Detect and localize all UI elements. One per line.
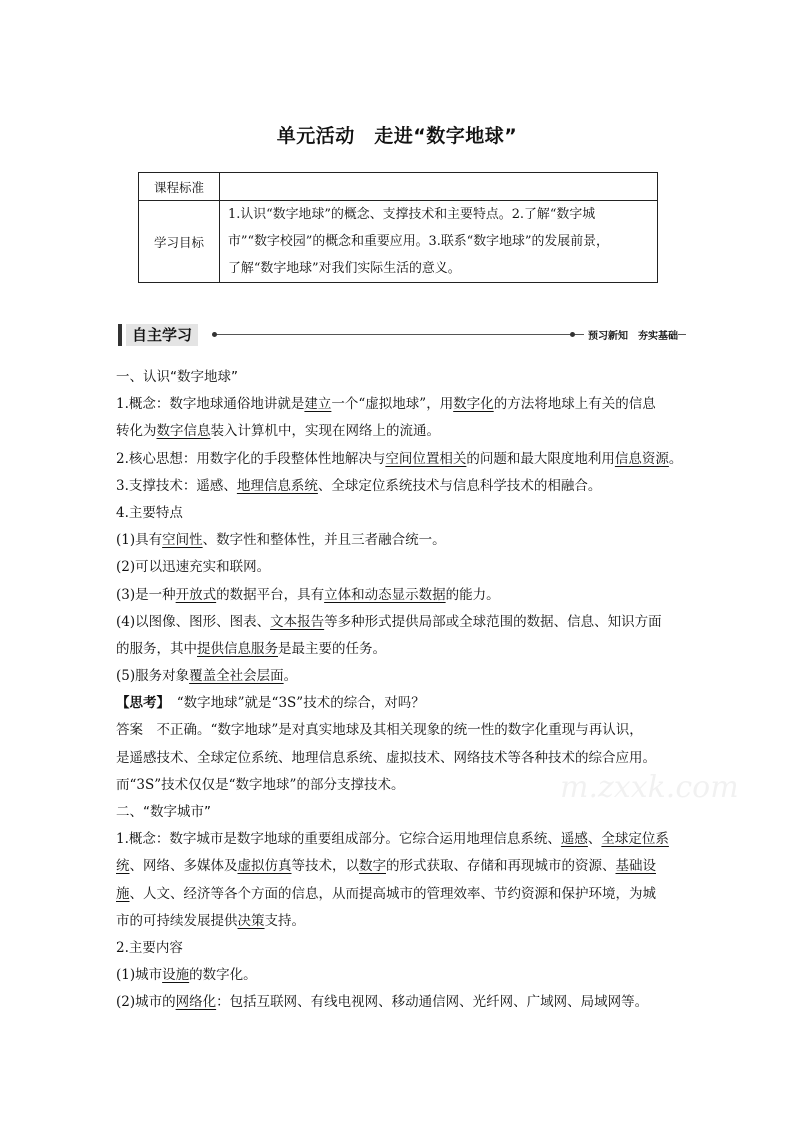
text-line [116,663,686,690]
text-line [116,391,686,418]
text-line [116,690,686,717]
text-line [116,881,686,908]
text-segment: 转化为 [116,423,157,440]
text-segment: 1.概念：数字城市是数字地球的重要组成部分。它综合运用地理信息系统、 [116,831,561,848]
underlined-term: 信息资源 [614,450,669,467]
underlined-term: 数字化 [453,396,494,413]
goal-line: 1.认识“数字地球”的概念、支撑技术和主要特点。2.了解“数字城 [228,207,596,222]
text-segment: (1)具有 [116,532,163,549]
underlined-term: 立体和动态显示数据 [324,586,446,603]
text-segment: 4.主要特点 [116,504,183,521]
text-segment: (3)是一种 [116,586,176,603]
text-segment: 、全球定位系统技术与信息科学技术的相融合。 [317,477,602,494]
underlined-term: 空间性 [162,532,203,549]
underlined-term: 开放式 [175,586,217,603]
table-row [139,201,658,283]
text-segment: 等多种形式提供局部或全球范围的数据、信息、知识方面 [324,613,662,630]
underlined-term: 提供信息服务 [197,640,278,657]
text-line [116,717,686,744]
text-segment: 的方法将地球上有关的信息 [493,396,656,413]
goal-line: 了解“数字地球”对我们实际生活的意义。 [228,261,461,276]
underlined-term: 统 [116,858,130,875]
page-title: 单元活动 走进“数字地球” [276,125,518,147]
underlined-term: 网络化 [175,994,217,1011]
text-line [116,446,686,473]
underlined-term: 数字 [359,858,386,875]
text-segment: 二、“数字城市” [116,804,211,820]
text-line [116,935,686,962]
text-segment: 一个“虚拟地球”，用 [331,396,454,413]
text-segment: (1)城市 [116,967,163,984]
text-line [116,527,686,554]
text-segment: 、 [587,831,602,848]
text-line [116,500,686,527]
learning-goal-label: 学习目标 [139,201,220,283]
text-line [116,962,686,989]
learning-goal-text [220,201,658,283]
text-segment: 而“3S”技术仅仅是“数字地球”的部分支撑技术。 [116,776,405,793]
main-text [116,364,686,1017]
section-heading [116,364,686,391]
text-segment: (5)服务对象 [116,668,190,685]
text-segment: 3.支撑技术：遥感、 [116,477,237,494]
text-segment: 的能力。 [445,586,500,603]
text-line [116,636,686,663]
underlined-term: 虚拟仿真 [237,858,292,875]
underlined-term: 数字信息 [156,423,211,440]
section-marker-bar [118,324,122,346]
text-segment: 的问题和最大限度地利用 [466,450,615,467]
table-row [139,173,658,201]
underlined-term: 地理信息系统 [236,477,318,494]
underlined-term: 覆盖全社会层面 [189,668,284,685]
underlined-term: 空间位置相关 [385,450,467,467]
text-segment: 装入计算机中，实现在网络上的流通。 [210,423,440,440]
underlined-term: 全球定位系 [601,831,669,848]
text-segment: 。 [283,668,298,685]
text-segment: 。 [668,450,683,467]
text-line [116,609,686,636]
underlined-term: 决策 [237,912,265,929]
text-line [116,853,686,880]
underlined-term: 施 [116,885,130,902]
underlined-term: 文本报告 [270,613,325,630]
text-segment: 、网络、多媒体及 [129,858,238,875]
text-segment: 的服务，其中 [116,640,197,657]
text-segment: (4)以图像、图形、图表、 [116,613,271,630]
text-line [116,745,686,772]
divider-dot-icon [212,332,217,337]
section-label: 自主学习 [126,324,198,346]
text-segment: 是遥感技术、全球定位系统、地理信息系统、虚拟技术、网络技术等各种技术的综合应用。 [116,749,656,766]
text-segment: 2.核心思想：用数字化的手段整体性地解决与 [116,450,386,467]
text-segment: 是最主要的任务。 [278,640,386,657]
text-segment: 1.概念：数字地球通俗地讲就是 [116,396,305,413]
goal-line: 市”“数字校园”的概念和重要应用。3.联系“数字地球”的发展前景， [228,234,609,249]
objectives-table [138,172,658,283]
text-line [116,418,686,445]
course-standard-value [220,173,658,201]
text-segment: 的数据平台，具有 [216,586,325,603]
text-segment: 一、认识“数字地球” [116,369,238,385]
text-segment: (2)可以迅速充实和联网。 [116,559,271,576]
text-line [116,989,686,1016]
text-segment: 、人文、经济等各个方面的信息，从而提高城市的管理效率、节约资源和保护环境，为城 [129,885,656,902]
text-segment: 、数字性和整体性，并且三者融合统一。 [202,532,446,549]
text-segment: 等技术，以 [291,858,359,875]
text-segment: 2.主要内容 [116,939,183,956]
underlined-term: 遥感 [560,831,588,848]
watermark-logo: m.zxxk.com [560,770,739,805]
text-line [116,908,686,935]
text-segment: (2)城市的 [116,994,176,1011]
section-header [118,323,678,347]
text-segment: ：包括互联网、有线电视网、移动通信网、光纤网、广域网、局域网等。 [216,994,649,1011]
text-line [116,826,686,853]
underlined-term: 设施 [162,967,190,984]
text-segment: 的形式获取、存储和再现城市的资源、 [386,858,616,875]
text-line [116,473,686,500]
text-segment: “数字地球”就是“3S”技术的综合，对吗？ [163,695,425,712]
text-segment: 市的可持续发展提供 [116,912,238,929]
course-standard-label: 课程标准 [139,173,220,201]
text-line [116,582,686,609]
underlined-term: 基础设 [615,858,656,875]
text-segment: 【思考】 [116,695,164,712]
text-segment: 的数字化。 [189,967,257,984]
underlined-term: 建立 [304,396,332,413]
text-segment: 支持。 [264,912,305,929]
text-line [116,554,686,581]
divider-dot-icon [570,332,575,337]
section-subtitle: 预习新知 夯实基础 [584,327,678,342]
text-segment: 答案 不正确。“数字地球”是对真实地球及其相关现象的统一性的数字化重现与再认识， [116,722,643,739]
